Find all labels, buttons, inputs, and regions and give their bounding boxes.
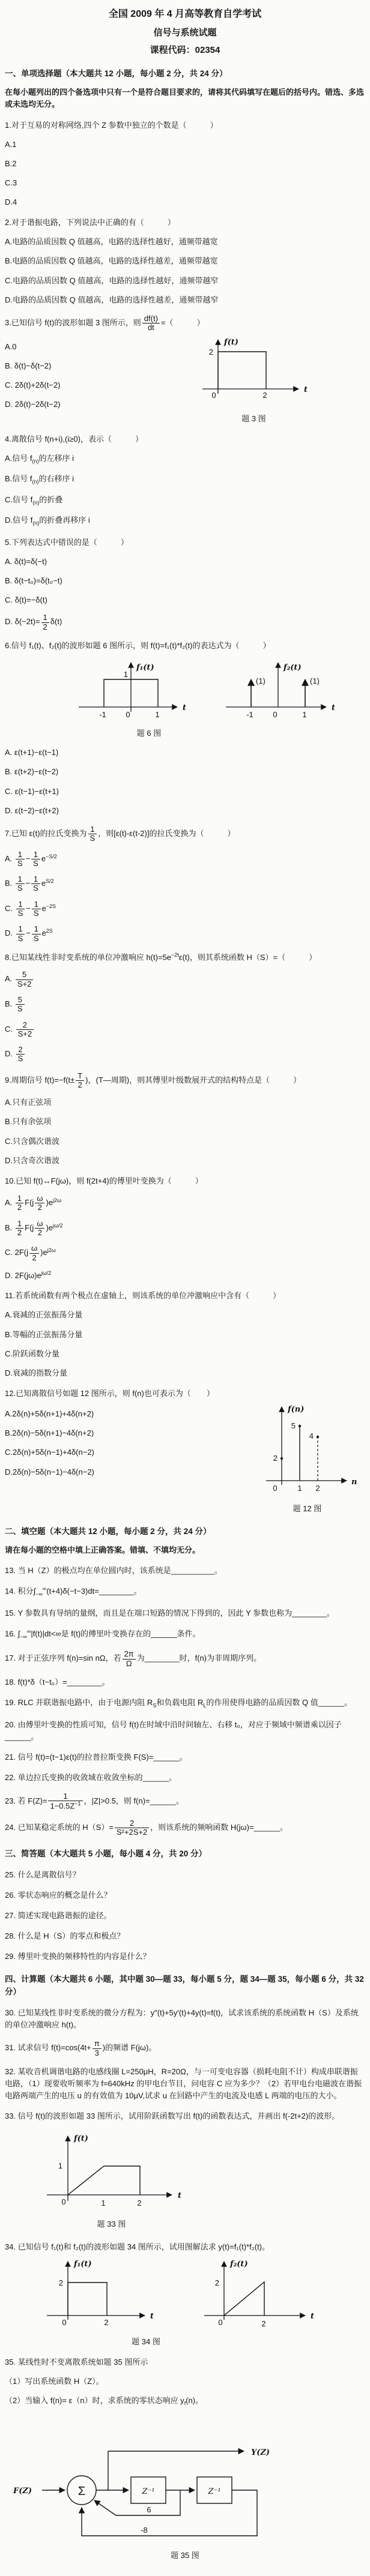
question-1-option-b: B.2 bbox=[5, 158, 17, 168]
fig3-ylabel: f(t) bbox=[224, 337, 238, 347]
fig12-origin: 0 bbox=[273, 1484, 278, 1493]
question-11-option-a: A.衰减的正弦振荡分量 bbox=[5, 1310, 83, 1320]
question-34: 34. 已知信号 f₁(t)和 f₂(t)的波形如题 34 图所示，试用图解法求 y(t)=f₁(t)*f₂(t)。 bbox=[5, 2242, 270, 2251]
question-19: 19. RLC 并联谐振电路中，由于电源内阻 $R_S$和负载电阻 $R_L$的作用使得电路的品质因数 Q 值______。 bbox=[5, 1698, 353, 1709]
fig12-value-0: 2 bbox=[273, 1454, 278, 1463]
figure-q34-f1 bbox=[38, 2257, 155, 2335]
fig34b-yvalue: 2 bbox=[214, 2278, 219, 2287]
fig34b-plot bbox=[197, 2257, 314, 2335]
question-3-option-d: D. 2δ(t)−2δ(t−2) bbox=[5, 399, 61, 409]
question-7-option-c: C. $\frac{1}{S}$ − $\frac{1}{S}$ $e^{-2S}$ bbox=[5, 899, 56, 918]
question-7-option-a: A. $\frac{1}{S}$ − $\frac{1}{S}$ $e^{-S/2}$ bbox=[5, 849, 57, 868]
section-2-instruction: 请在每小题的空格中填上正确答案。错填、不填均无分。 bbox=[5, 1545, 201, 1555]
fig33-ylabel: f(t) bbox=[74, 2134, 88, 2143]
question-9: 9.周期信号 f(t)=−f(t± $\frac{T}{2}$ )，(T—周期)，则其傅里叶级数展开式的结构特点是（ ） bbox=[5, 1071, 302, 1090]
question-6-option-b: B. ε(t+2)−ε(t−2) bbox=[5, 767, 59, 777]
course-code: 课程代码：02354 bbox=[150, 45, 220, 56]
question-3-option-a: A.0 bbox=[5, 342, 17, 351]
section-1-title: 一、单项选择题（本大题共 12 小题，每小题 2 分，共 24 分） bbox=[5, 69, 228, 79]
fig35-caption: 题 35 图 bbox=[171, 2550, 199, 2560]
fig6b-ylabel: f₂(t) bbox=[284, 663, 302, 673]
question-2-option-b: B.电路的品质因数 Q 值越高，电路的选择性越差，通频带越宽 bbox=[5, 256, 218, 266]
figure-q3 bbox=[195, 334, 312, 425]
question-11-option-d: D.衰减的指数分量 bbox=[5, 1368, 68, 1377]
figure-q12 bbox=[258, 1401, 357, 1515]
question-8: 8.已知某线性非时变系统的单位冲激响应 $h(t)=5e^{-2t}\varepsilon(t)$，则其系统函数 H（S）=（ ） bbox=[5, 951, 317, 962]
fig34b-xtick: 2 bbox=[261, 2319, 266, 2328]
question-4-option-d: D.信号 $f_{(n)}$的折叠再移序 i bbox=[5, 516, 90, 526]
question-8-option-d: D. $\frac{2}{S}$ bbox=[5, 1046, 365, 1064]
question-16: 16. $\int_{-\infty}^\infty|f(t)|dt<\infty$是 f(t)的傅里叶变换存在的______条件。 bbox=[5, 1628, 201, 1640]
question-12-option-c: C.2δ(n)+5δ(n−1)+4δ(n−2) bbox=[5, 1448, 94, 1457]
fig6a-xlabel: t bbox=[183, 703, 187, 713]
fig6b-xtick: 1 bbox=[302, 710, 307, 720]
question-5-option-b: B. δ(t−t₀)=δ(t₀−t) bbox=[5, 576, 62, 586]
question-35-part-1: （1）写出系统函数 H（Z）。 bbox=[5, 2377, 104, 2386]
fig34-caption: 题 34 图 bbox=[132, 2337, 160, 2346]
question-7-option-d: D. $\frac{1}{S}$ − $\frac{1}{S}$ $e^{2S}$ bbox=[5, 924, 53, 943]
question-30: 30. 已知某线性非时变系统的微分方程为：y″(t)+5y′(t)+4y(t)=f(t)，试求该系统的系统函数 H（S）及系统的单位冲激响应 h(t)。 bbox=[5, 2008, 359, 2030]
question-20: 20. 由傅里叶变换的性质可知，信号 f(t)在时域中沿时间轴左、右移 t₀，对应于频域中频谱乘以因子______。 bbox=[5, 1720, 342, 1741]
question-27: 27. 简述实现电路谐振的途径。 bbox=[5, 1910, 112, 1920]
fig34a-ylabel: f₁(t) bbox=[74, 2259, 92, 2269]
fig35-diagram bbox=[5, 2424, 341, 2547]
question-1: 1.对于互易的对称网络,四个 Z 参数中独立的个数是（ ） bbox=[5, 120, 218, 130]
question-5: 5.下列表达式中错误的是（ ） bbox=[5, 537, 129, 547]
exam-subtitle: 信号与系统试题 bbox=[153, 27, 217, 38]
question-10-option-c: C. 2F(j $\frac{\omega}{2}$ )$e^{j2\omega}$ bbox=[5, 1244, 56, 1262]
fig6b-xtick-neg: -1 bbox=[246, 710, 253, 720]
question-17: 17. 对于正弦序列 f(n)=sin nΩ，若 $\frac{2\pi}{\Omega}$ 为________时，f(n)为非周期序列。 bbox=[5, 1649, 262, 1668]
fig12-xtick-2: 2 bbox=[315, 1484, 320, 1493]
fig34b-origin: 0 bbox=[218, 2317, 223, 2327]
question-11-option-c: C.阶跃函数分量 bbox=[5, 1349, 60, 1358]
question-9-option-b: B.只有余弦项 bbox=[5, 1117, 52, 1127]
fig12-xtick-1: 1 bbox=[297, 1484, 302, 1493]
question-9-option-c: C.只含偶次谐波 bbox=[5, 1136, 60, 1146]
question-11: 11.若系统函数有两个极点在虚轴上，则该系统的单位冲激响应中含有（ ） bbox=[5, 1291, 281, 1301]
question-6: 6.信号 f₁(t)、f₂(t)的波形如题 6 图所示，则 f(t)=f₁(t)*f₂(t)的表达式为（ ） bbox=[5, 641, 271, 651]
fig34a-origin: 0 bbox=[62, 2317, 67, 2327]
question-1-option-a: A.1 bbox=[5, 139, 17, 149]
question-2-option-a: A.电路的品质因数 Q 值越高，电路的选择性越好，通频带越宽 bbox=[5, 237, 218, 247]
fig35-summer-symbol: Σ bbox=[77, 2484, 86, 2498]
question-10-option-d: D. $2F(j\omega)e^{j\omega/2}$ bbox=[5, 1269, 52, 1280]
figure-q33 bbox=[35, 2130, 188, 2230]
question-35: 35. 某线性时不变离散系统如题 35 图所示 bbox=[5, 2357, 148, 2367]
fig6b-weight-1: (1) bbox=[256, 676, 265, 686]
fig33-xtick-1: 1 bbox=[101, 2198, 106, 2207]
fig12-value-1: 5 bbox=[291, 1421, 296, 1431]
fig34b-ylabel: f₂(t) bbox=[230, 2259, 248, 2269]
question-12-option-b: B.2δ(n)−5δ(n+1)−4δ(n+2) bbox=[5, 1428, 94, 1438]
section-2-title: 二、填空题（本大题共 12 小题，每小题 2 分，共 24 分） bbox=[5, 1527, 211, 1536]
question-28: 28. 什么是 H（S）的零点和极点？ bbox=[5, 1931, 125, 1940]
fig33-xlabel: t bbox=[178, 2191, 182, 2200]
fig6b-weight-2: (1) bbox=[310, 676, 320, 686]
fig33-plot bbox=[35, 2130, 188, 2217]
fig6a-yvalue: 1 bbox=[123, 670, 128, 679]
page-header bbox=[5, 7, 365, 57]
figure-q35 bbox=[5, 2424, 365, 2562]
fig35-output-label: Y(Z) bbox=[251, 2448, 270, 2457]
question-23: 23. 若 F(Z)= $\frac{1}{1-0.5Z^{-1}}$ ，|Z|>0.5，则 f(n)=______。 bbox=[5, 1792, 184, 1811]
question-8-option-a: A. $\frac{5}{S+2}$ bbox=[5, 971, 365, 989]
fig3-plot bbox=[195, 334, 312, 412]
fig6a-ylabel: f₁(t) bbox=[136, 663, 154, 673]
question-29: 29. 傅里叶变换的频移特性的内容是什么？ bbox=[5, 1952, 151, 1961]
section-1-instruction: 在每小题列出的四个备选项中只有一个是符合题目要求的，请将其代码填写在题后的括号内。错选、多选或未选均无分。 bbox=[5, 88, 365, 109]
question-4-option-b: B.信号 $f_{(n)}$的右移序 i bbox=[5, 474, 74, 485]
fig12-ylabel: f(n) bbox=[288, 1405, 305, 1415]
question-12-option-a: A.2δ(n)+5δ(n+1)+4δ(n+2) bbox=[5, 1409, 94, 1419]
fig34a-plot bbox=[38, 2257, 155, 2335]
question-11-option-b: B.等幅的正弦振荡分量 bbox=[5, 1329, 83, 1339]
question-22: 22. 单边拉氏变换的收敛域在收敛坐标的______。 bbox=[5, 1773, 177, 1782]
question-5-option-d: D. δ(−2t)= $\frac{1}{2}$ δ(t) bbox=[5, 613, 62, 631]
question-10-option-b: B. $\frac{1}{2}$ F(j $\frac{\omega}{2}$ )$e^{j\omega/2}$ bbox=[5, 1218, 63, 1237]
fig3-xlabel: t bbox=[304, 385, 308, 394]
question-8-option-c: C. $\frac{2}{S+2}$ bbox=[5, 1021, 365, 1039]
question-26: 26. 零状态响应的概念是什么？ bbox=[5, 1890, 112, 1900]
fig6a-xtick-neg: -1 bbox=[99, 710, 106, 720]
question-6-option-d: D. ε(t−2)−ε(t+2) bbox=[5, 805, 59, 815]
fig34b-xlabel: t bbox=[311, 2311, 314, 2321]
fig35-delay-1: Z⁻¹ bbox=[142, 2487, 155, 2496]
question-8-option-b: B. $\frac{5}{S}$ bbox=[5, 996, 365, 1014]
figure-q34 bbox=[38, 2257, 365, 2335]
fig33-yvalue: 1 bbox=[58, 2161, 62, 2170]
question-5-option-a: A. δ(t)=δ(−t) bbox=[5, 557, 47, 567]
question-13: 13. 当 H（Z）的极点均在单位圆内时，该系统是__________。 bbox=[5, 1566, 222, 1575]
fig6b-origin: 0 bbox=[273, 710, 278, 720]
fig12-caption: 题 12 图 bbox=[293, 1504, 322, 1514]
section-4-title: 四、计算题（本大题共 6 小题，其中题 30—题 33，每小题 5 分，题 34—题 35，每小题 6 分，共 32 分） bbox=[5, 1975, 364, 1997]
question-3-option-b: B. δ(t)−δ(t−2) bbox=[5, 361, 52, 370]
question-9-option-a: A.只有正弦项 bbox=[5, 1098, 52, 1107]
fig6b-xlabel: t bbox=[332, 703, 335, 713]
fig6a-xtick: 1 bbox=[155, 710, 160, 720]
question-24: 24. 已知某稳定系统的 H（S）= $\frac{2}{\text{S²+2S+2}}$ ，则该系统的频响函数 H(jω)=______。 bbox=[5, 1819, 288, 1837]
question-14: 14. 积分$\int_{-\infty}^\infty(t+4)\delta(-t-3)dt=\_\_\_\_\_\_\_\_$。 bbox=[5, 1586, 142, 1598]
question-2-option-d: D.电路的品质因数 Q 值越高，电路的选择性越差，通频带越窄 bbox=[5, 295, 219, 304]
fig33-origin: 0 bbox=[61, 2197, 66, 2206]
fig34a-xtick: 2 bbox=[104, 2317, 109, 2327]
question-4-option-c: C.信号 $f_{(n)}$的折叠 bbox=[5, 495, 63, 506]
section-3-title: 三、简答题（本大题共 5 小题，每小题 4 分，共 20 分） bbox=[5, 1849, 207, 1858]
question-18: 18. f(t)*δ（t−t₀）=________。 bbox=[5, 1677, 110, 1687]
fig35-gain-2: -8 bbox=[141, 2525, 148, 2535]
question-12: 12.已知离散信号如题 12 图所示，则 f(n)也可表示为（ ） bbox=[5, 1388, 214, 1398]
question-2-option-c: C.电路的品质因数 Q 值越高，电路的选择性越好，通频带越窄 bbox=[5, 275, 219, 285]
fig35-gain-1: 6 bbox=[147, 2505, 151, 2514]
fig34a-xlabel: t bbox=[150, 2311, 154, 2321]
figure-q6-f1 bbox=[74, 655, 188, 726]
fig6-caption: 题 6 图 bbox=[136, 729, 162, 738]
question-1-option-d: D.4 bbox=[5, 197, 17, 207]
question-3-option-c: C. 2δ(t)+2δ(t−2) bbox=[5, 380, 61, 390]
figure-q6 bbox=[74, 655, 365, 726]
fig12-value-2: 4 bbox=[309, 1431, 314, 1441]
question-35-part-2: （2）当输入 f(n)= ε（n）时，求系统的零状态响应 $y_f(n)$。 bbox=[5, 2396, 204, 2407]
question-15: 15. Y 参数具有导纳的量纲，而且是在端口短路的情况下得到的，因此 Y 参数也称为________。 bbox=[5, 1608, 335, 1618]
fig33-caption: 题 33 图 bbox=[97, 2219, 126, 2228]
fig34a-yvalue: 2 bbox=[58, 2278, 63, 2287]
question-7-option-b: B. $\frac{1}{S}$ − $\frac{1}{S}$ $e^{S/2}$ bbox=[5, 874, 54, 893]
fig12-plot bbox=[258, 1401, 357, 1502]
question-33: 33. 信号 f(t)的波形如题 33 图所示，试用阶跃函数写出 f(t)的函数表达式，并画出 f(-2t+2)的波形。 bbox=[5, 2111, 340, 2121]
question-7: 7.已知 ε(t)的拉氏变换为 $\frac{1}{S}$ ，则[ε(t)-ε(t-2)]的拉氏变换为（ ） bbox=[5, 824, 235, 843]
question-10-option-a: A. $\frac{1}{2}$ F(j $\frac{\omega}{2}$ )$e^{j2\omega}$ bbox=[5, 1194, 62, 1212]
fig3-yvalue: 2 bbox=[208, 347, 213, 357]
question-9-option-d: D.只含奇次谐波 bbox=[5, 1155, 60, 1165]
question-2: 2.对于谐振电路，下列说法中正确的有（ ） bbox=[5, 218, 175, 227]
question-4: 4.离散信号 f(n+i),(i≥0)，表示（ ） bbox=[5, 434, 143, 444]
fig6a-origin: 0 bbox=[126, 710, 130, 720]
fig33-xtick-2: 2 bbox=[137, 2198, 142, 2207]
question-32: 32. 某收音机调谐电路的电感线圈 L=250μH，R=20Ω，与一可变电容器（损耗电阻不计）构成串联谐振电路，（1）现要收听频率为 f=640kHz 的甲电台节目，问电容 C 应为多少？（2）若甲电台电磁波在谐振电路两端产生的电压 u 的有效值为 10μV,试求 u 在回路中产生的电流及电感 L 两端的电压的大小。 bbox=[5, 2067, 362, 2101]
fig3-caption: 题 3 图 bbox=[241, 414, 266, 423]
fig6a-plot bbox=[74, 655, 188, 726]
question-12-option-d: D.2δ(n)−5δ(n−1)−4δ(n−2) bbox=[5, 1467, 94, 1476]
figure-q34-f2 bbox=[197, 2257, 314, 2335]
figure-q6-f2 bbox=[221, 655, 335, 726]
question-5-option-c: C. δ(t)=−δ(t) bbox=[5, 595, 47, 605]
question-3: 3.已知信号 f(t)的波形如题 3 图所示，则 $\frac{df(t)}{dt}$ =（ ） bbox=[5, 313, 205, 333]
question-31: 31. 试求信号 f(t)=cos(4t+ $\frac{\pi}{3}$ )的频谱 F(jω)。 bbox=[5, 2039, 157, 2057]
fig35-input-label: F(Z) bbox=[13, 2486, 32, 2496]
question-21: 21. 信号 f(t)=(t−1)ε(t)的拉普拉斯变换 F(S)=______。 bbox=[5, 1752, 187, 1762]
question-1-option-c: C.3 bbox=[5, 178, 17, 187]
fig35-delay-2: Z⁻¹ bbox=[208, 2487, 221, 2496]
question-10: 10.已知 f(t)↔F(jω)，则 f(2t+4)的傅里叶变换为（ ） bbox=[5, 1176, 203, 1185]
exam-title: 全国 2009 年 4 月高等教育自学考试 bbox=[108, 9, 262, 19]
fig12-xlabel: n bbox=[351, 1478, 357, 1487]
fig3-origin: 0 bbox=[211, 390, 216, 400]
fig3-xtick: 2 bbox=[262, 390, 267, 400]
question-25: 25. 什么是离散信号？ bbox=[5, 1870, 80, 1879]
fig6b-plot bbox=[221, 655, 335, 726]
question-4-option-a: A.信号 $f_{(n)}$的左移序 i bbox=[5, 453, 74, 465]
question-6-option-c: C. ε(t−1)−ε(t+1) bbox=[5, 786, 59, 796]
question-6-option-a: A. ε(t+1)−ε(t−1) bbox=[5, 748, 59, 757]
